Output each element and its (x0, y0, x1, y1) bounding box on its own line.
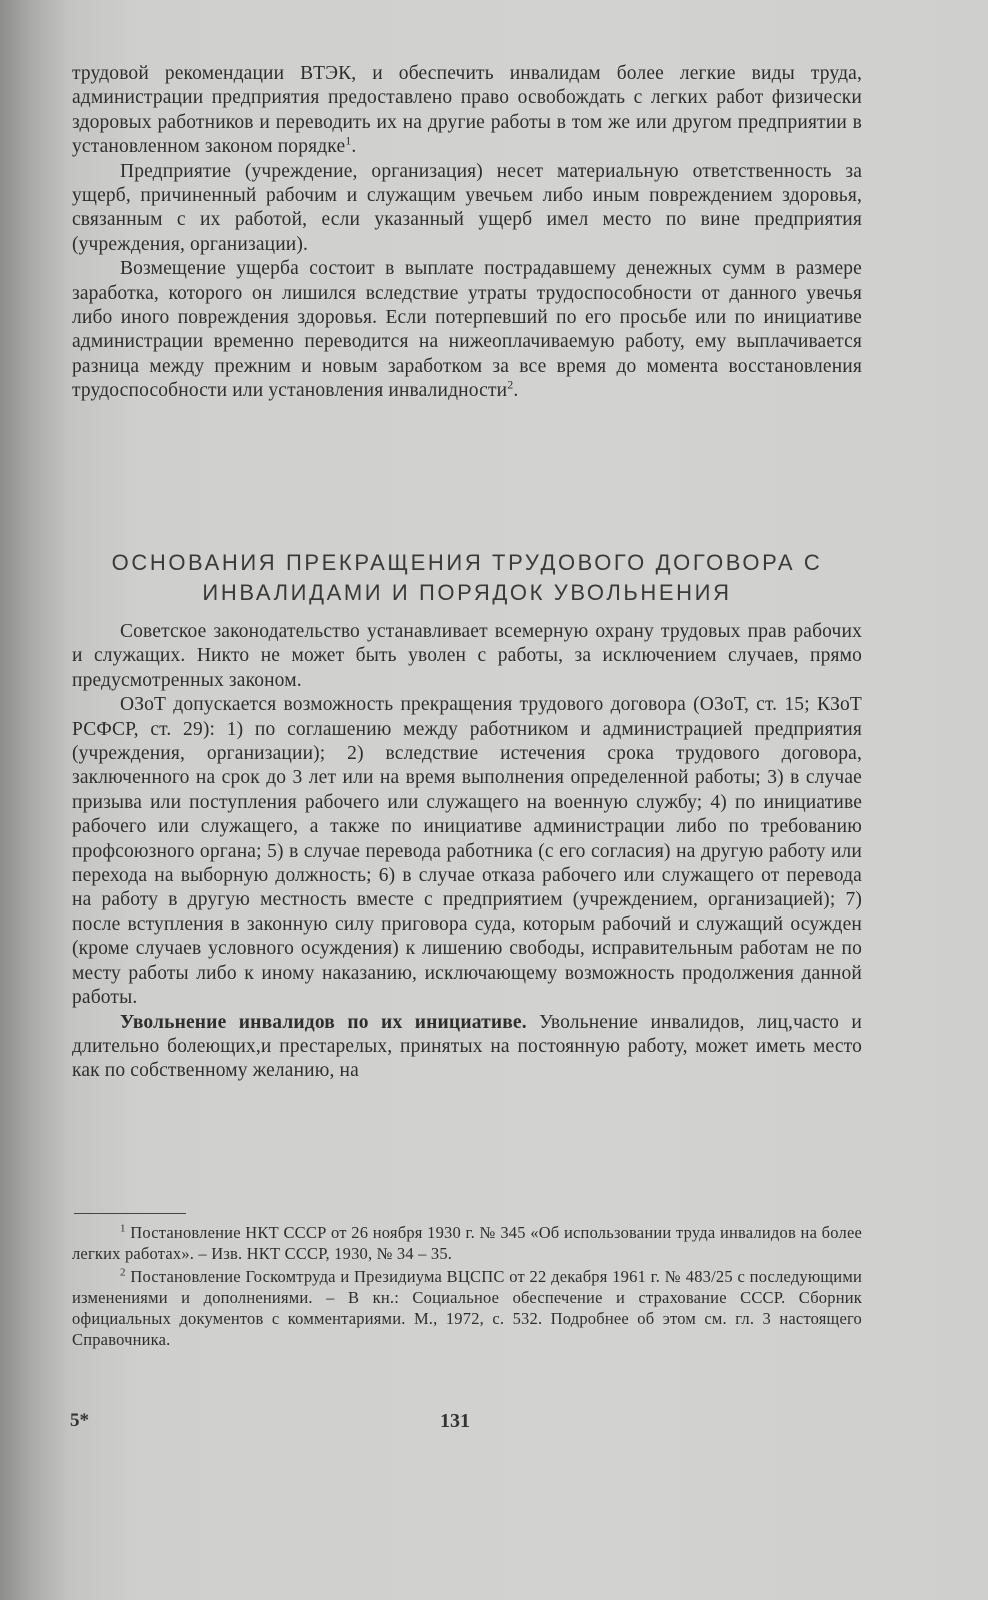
footnote-2: $^2$ Постановление Госкомтруда и Президиума ВЦСПС от 22 декабря 1961 г. № 483/25 с последующими изменениями и дополнениями. – В кн.: Социальное обеспечение и страхование СССР. Сборник официальных документов с комментариями. М., 1972, с. 532. Подробнее об этом см. гл. 3 настоящего Справочника. (72, 1266, 862, 1349)
paragraph-protection: Советское законодательство устанавливает всемерную охрану трудовых прав рабочих и служащих. Никто не может быть уволен с работы, за исключением случаев, прямо предусмотренных законом. (72, 621, 862, 691)
footnotes (72, 1222, 862, 1352)
footnote-ref-2: 2 (507, 377, 514, 392)
footnote-rule (74, 1213, 186, 1214)
body-section (72, 620, 862, 1084)
footnote-ref-1: 1 (345, 133, 352, 148)
paragraph-termination-grounds: ОЗоТ допускается возможность прекращения трудового договора (ОЗоТ, ст. 15; КЗоТ РСФСР, ст. 29): 1) по соглашению между работником и администрацией предприятия (учреждения, организации); 2) вследствие истечения срока трудового договора, заключенного на срок до 3 лет или на время выполнения определенной работы; 3) в случае призыва или поступления рабочего или служащего на военную службу; 4) по инициативе рабочего или служащего, а также по инициативе администрации либо по требованию профсоюзного органа; 5) в случае перевода работника (с его согласия) на другую работу или перехода на выборную должность; 6) в случае отказа рабочего или служащего от перевода на работу в другую местность вместе с предприятием (учреждением, организацией); 7) после вступления в законную силу приговора суда, которым рабочий и служащий осужден (кроме случаев условного осуждения) к лишению свободы, исправительным работам не по месту работы либо к иному наказанию, исключающему возможность продолжения данной работы. (72, 694, 862, 1009)
paragraph-continuation: трудовой рекомендации ВТЭК, и обеспечить инвалидам более легкие виды труда, администрации предприятия предоставлено право освобождать с легких работ физически здоровых работников и переводить их на другие работы в том же или другом предприятии в установленном законом порядке$^1$. (72, 63, 862, 158)
paragraph-liability: Предприятие (учреждение, организация) несет материальную ответственность за ущерб, причиненный рабочим и служащим увечьем либо иным повреждением здоровья, связанным с их работой, если указанный ущерб имел место по вине предприятия (учреждения, организации). (72, 160, 862, 255)
page-number: 131 (440, 1410, 470, 1432)
section-heading-line-2: ИНВАЛИДАМИ И ПОРЯДОК УВОЛЬНЕНИЯ (202, 580, 732, 605)
section-heading (72, 548, 862, 608)
run-in-heading: Увольнение инвалидов по их инициативе. (120, 1011, 527, 1033)
footnote-1: $^1$ Постановление НКТ СССР от 26 ноября 1930 г. № 345 «Об использовании труда инвалидов на более легких работах». – Изв. НКТ СССР, 1930, № 34 – 35. (72, 1222, 862, 1263)
body-top (72, 62, 862, 404)
section-heading-line-1: ОСНОВАНИЯ ПРЕКРАЩЕНИЯ ТРУДОВОГО ДОГОВОРА С (111, 550, 823, 575)
paragraph-dismissal-initiative: Увольнение инвалидов по их инициативе. Увольнение инвалидов, лиц,часто и длительно болеющих,и престарелых, принятых на постоянную работу, может иметь место как по собственному желанию, на (72, 1011, 862, 1082)
signature-mark: 5* (70, 1410, 89, 1431)
paragraph-compensation: Возмещение ущерба состоит в выплате пострадавшему денежных сумм в размере заработка, которого он лишился вследствие утраты трудоспособности от данного увечья либо иного повреждения здоровья. Если потерпевший по его просьбе или по инициативе администрации временно переводится на нижеоплачиваемую работу, ему выплачивается разница между прежним и новым заработком за все время до момента восстановления трудоспособности или установления инвалидности$^2$. (72, 258, 862, 402)
